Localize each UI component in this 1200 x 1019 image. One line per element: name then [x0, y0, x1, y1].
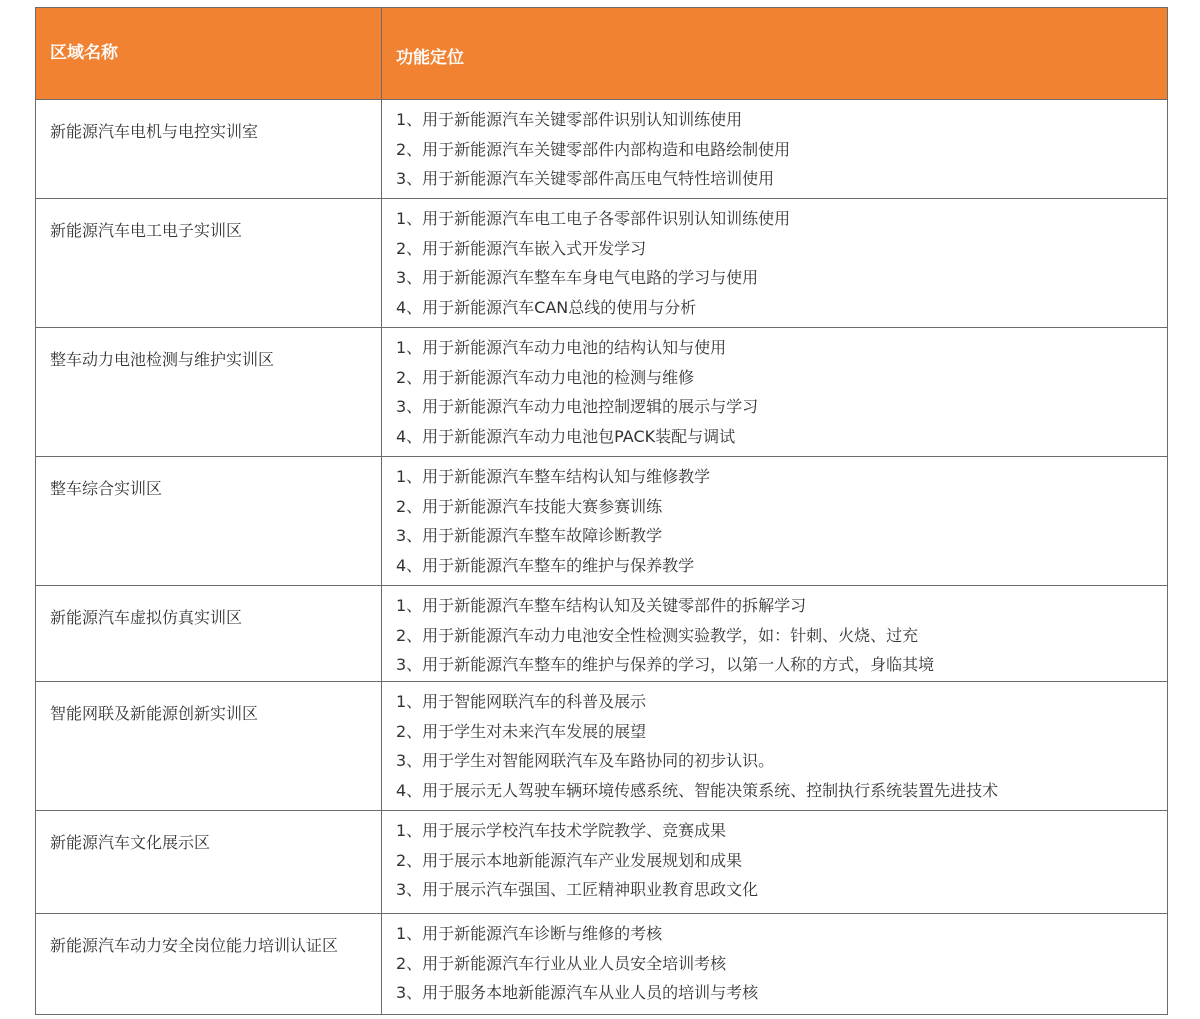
- zone-name-cell: 新能源汽车文化展示区: [36, 811, 382, 914]
- zone-name-cell: 整车综合实训区: [36, 457, 382, 586]
- table-row: [36, 586, 1168, 682]
- function-line: 1、用于展示学校汽车技术学院教学、竞赛成果: [396, 821, 727, 840]
- header-function: 功能定位: [382, 8, 1168, 100]
- function-line: 4、用于新能源汽车CAN总线的使用与分析: [396, 297, 697, 317]
- header-zone-name: 区域名称: [36, 8, 382, 100]
- function-line: 4、用于新能源汽车整车的维护与保养教学: [396, 555, 695, 575]
- function-line: 1、用于新能源汽车诊断与维修的考核: [396, 924, 663, 943]
- function-line: 2、用于新能源汽车动力电池安全性检测实验教学，如：针刺、火烧、过充: [396, 625, 919, 645]
- function-cell: [382, 457, 1168, 586]
- zones-table-container: [35, 7, 1167, 1015]
- function-line: 2、用于新能源汽车行业从业人员安全培训考核: [396, 953, 727, 973]
- function-line: 3、用于新能源汽车关键零部件高压电气特性培训使用: [396, 169, 775, 188]
- function-cell: [382, 682, 1168, 811]
- zone-name-cell: 新能源汽车虚拟仿真实训区: [36, 586, 382, 682]
- table-row: [36, 328, 1168, 457]
- table-row: [36, 811, 1168, 914]
- function-cell: [382, 199, 1168, 328]
- function-cell: [382, 328, 1168, 457]
- function-cell: [382, 811, 1168, 914]
- zone-name-cell: 新能源汽车电工电子实训区: [36, 199, 382, 328]
- function-line: 2、用于学生对未来汽车发展的展望: [396, 721, 647, 741]
- function-line: 3、用于新能源汽车动力电池控制逻辑的展示与学习: [396, 397, 759, 416]
- function-line: 1、用于新能源汽车整车结构认知与维修教学: [396, 467, 711, 486]
- function-line: 2、用于新能源汽车技能大赛参赛训练: [396, 496, 663, 516]
- function-line: 3、用于新能源汽车整车故障诊断教学: [396, 526, 663, 545]
- function-line: 3、用于新能源汽车整车车身电气电路的学习与使用: [396, 268, 759, 287]
- function-cell: [382, 586, 1168, 682]
- function-line: 3、用于学生对智能网联汽车及车路协同的初步认识。: [396, 751, 775, 770]
- function-line: 3、用于服务本地新能源汽车从业人员的培训与考核: [396, 983, 759, 1002]
- function-line: 2、用于新能源汽车嵌入式开发学习: [396, 238, 647, 258]
- function-line: 1、用于智能网联汽车的科普及展示: [396, 692, 647, 711]
- zones-table: [35, 7, 1168, 1015]
- zone-name-cell: 新能源汽车电机与电控实训室: [36, 100, 382, 199]
- table-row: [36, 457, 1168, 586]
- header-row: [36, 8, 1168, 100]
- table-row: [36, 199, 1168, 328]
- function-line: 1、用于新能源汽车电工电子各零部件识别认知训练使用: [396, 209, 791, 228]
- function-cell: [382, 100, 1168, 199]
- function-line: 2、用于展示本地新能源汽车产业发展规划和成果: [396, 850, 743, 870]
- function-line: 1、用于新能源汽车整车结构认知及关键零部件的拆解学习: [396, 596, 807, 615]
- zone-name-cell: 新能源汽车动力安全岗位能力培训认证区: [36, 914, 382, 1015]
- function-line: 2、用于新能源汽车动力电池的检测与维修: [396, 367, 695, 387]
- zone-name-cell: 整车动力电池检测与维护实训区: [36, 328, 382, 457]
- table-row: [36, 682, 1168, 811]
- function-line: 2、用于新能源汽车关键零部件内部构造和电路绘制使用: [396, 139, 791, 159]
- function-line: 3、用于新能源汽车整车的维护与保养的学习，以第一人称的方式，身临其境: [396, 655, 935, 674]
- table-row: [36, 914, 1168, 1015]
- function-cell: [382, 914, 1168, 1015]
- function-line: 1、用于新能源汽车动力电池的结构认知与使用: [396, 338, 727, 357]
- table-row: [36, 100, 1168, 199]
- function-line: 4、用于展示无人驾驶车辆环境传感系统、智能决策系统、控制执行系统装置先进技术: [396, 780, 999, 800]
- function-line: 4、用于新能源汽车动力电池包PACK装配与调试: [396, 426, 736, 446]
- function-line: 1、用于新能源汽车关键零部件识别认知训练使用: [396, 110, 743, 129]
- function-line: 3、用于展示汽车强国、工匠精神职业教育思政文化: [396, 880, 759, 899]
- zone-name-cell: 智能网联及新能源创新实训区: [36, 682, 382, 811]
